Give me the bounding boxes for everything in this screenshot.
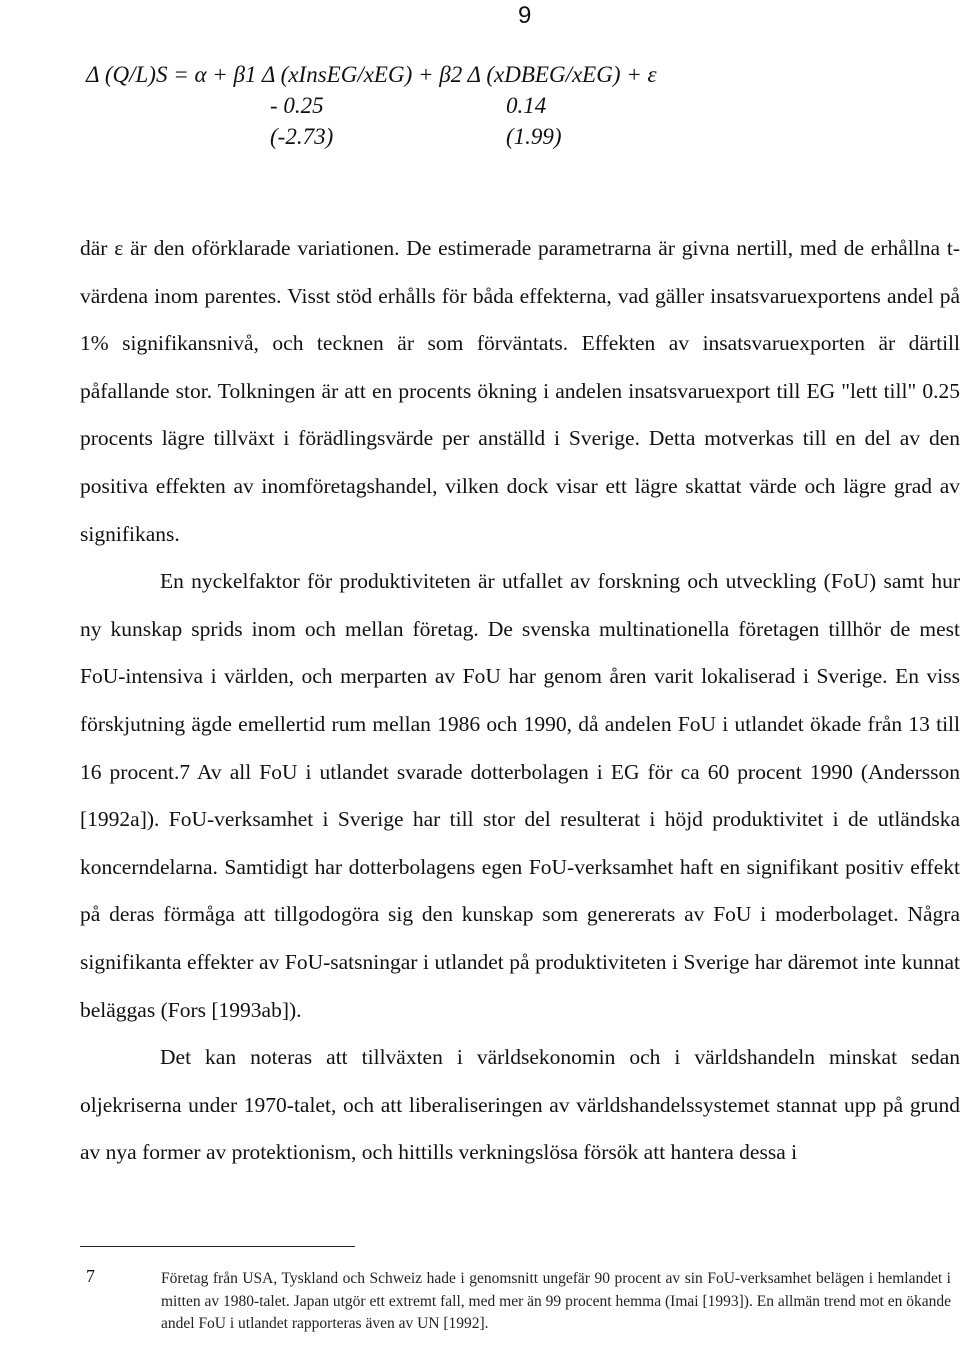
- footnote-mark: 7: [86, 1266, 95, 1286]
- footnote-body: Företag från USA, Tyskland och Schweiz hade i genomsnitt ungefär 90 procent av sin FoU-verksamhet belägen i hemlandet i mitten av 1980-talet. Japan utgör ett extremt fall, med mer än 99 procent hemma (Imai [1993]). En allmän trend mot en ökande andel FoU i utlandet rapporteras även av UN [1992].: [161, 1270, 951, 1332]
- regression-equation: Δ (Q/L)S = α + β1 Δ (xInsEG/xEG) + β2 Δ (xDBEG/xEG) + ε: [86, 62, 657, 87]
- t-value-row: [270, 124, 562, 150]
- coefficient-beta2: 0.14: [506, 93, 547, 118]
- body-text: [80, 225, 960, 1177]
- t-value-beta1: (-2.73): [270, 124, 334, 149]
- coefficient-beta1: - 0.25: [270, 93, 324, 118]
- footnote-divider: [80, 1246, 355, 1247]
- page-number: 9: [518, 2, 532, 29]
- paragraph-2: En nyckelfaktor för produktiviteten är utfallet av forskning och utveckling (FoU) samt hur ny kunskap sprids inom och mellan företag. De svenska multinationella företagen tillhör de mest FoU-intensiva i världen, och merparten av FoU har genom åren varit lokaliserad i Sverige. En viss förskjutning ägde emellertid rum mellan 1986 och 1990, då andelen FoU i utlandet ökade från 13 till 16 procent.7 Av all FoU i utlandet svarade dotterbolagen i EG för ca 60 procent 1990 (Andersson [1992a]). FoU-verksamhet i Sverige har till stor del resulterat i höjd produktivitet i de utländska koncerndelarna. Samtidigt har dotterbolagens egen FoU-verksamhet haft en signifikant positiv effekt på deras förmåga att tillgodogöra sig den kunskap som genererats av FoU i moderbolaget. Några signifikanta effekter av FoU-satsningar i utlandet på produktiviteten i Sverige har däremot inte kunnat beläggas (Fors [1993ab]).: [80, 569, 960, 1022]
- footnote-text: [161, 1268, 951, 1336]
- t-value-beta2: (1.99): [506, 124, 562, 149]
- coefficient-row: [270, 93, 546, 119]
- paragraph-1: där ε är den oförklarade variationen. De estimerade parametrarna är givna nertill, med de erhållna t-värdena inom parentes. Visst stöd erhålls för båda effekterna, vad gäller insatsvaruexportens andel på 1% signifikansnivå, och tecknen är som förväntats. Effekten av insatsvaruexporten är därtill påfallande stor. Tolkningen är att en procents ökning i andelen insatsvaruexport till EG "lett till" 0.25 procents lägre tillväxt i förädlingsvärde per anställd i Sverige. Detta motverkas till en del av den positiva effekten av inomföretagshandel, vilken dock visar ett lägre skattat värde och lägre grad av signifikans.: [80, 236, 960, 546]
- paragraph-3: Det kan noteras att tillväxten i världsekonomin och i världshandeln minskat sedan oljekriserna under 1970-talet, och att liberaliseringen av världshandelssystemet stannat upp på grund av nya former av protektionism, och hittills verkningslösa försök att hantera dessa i: [80, 1045, 960, 1165]
